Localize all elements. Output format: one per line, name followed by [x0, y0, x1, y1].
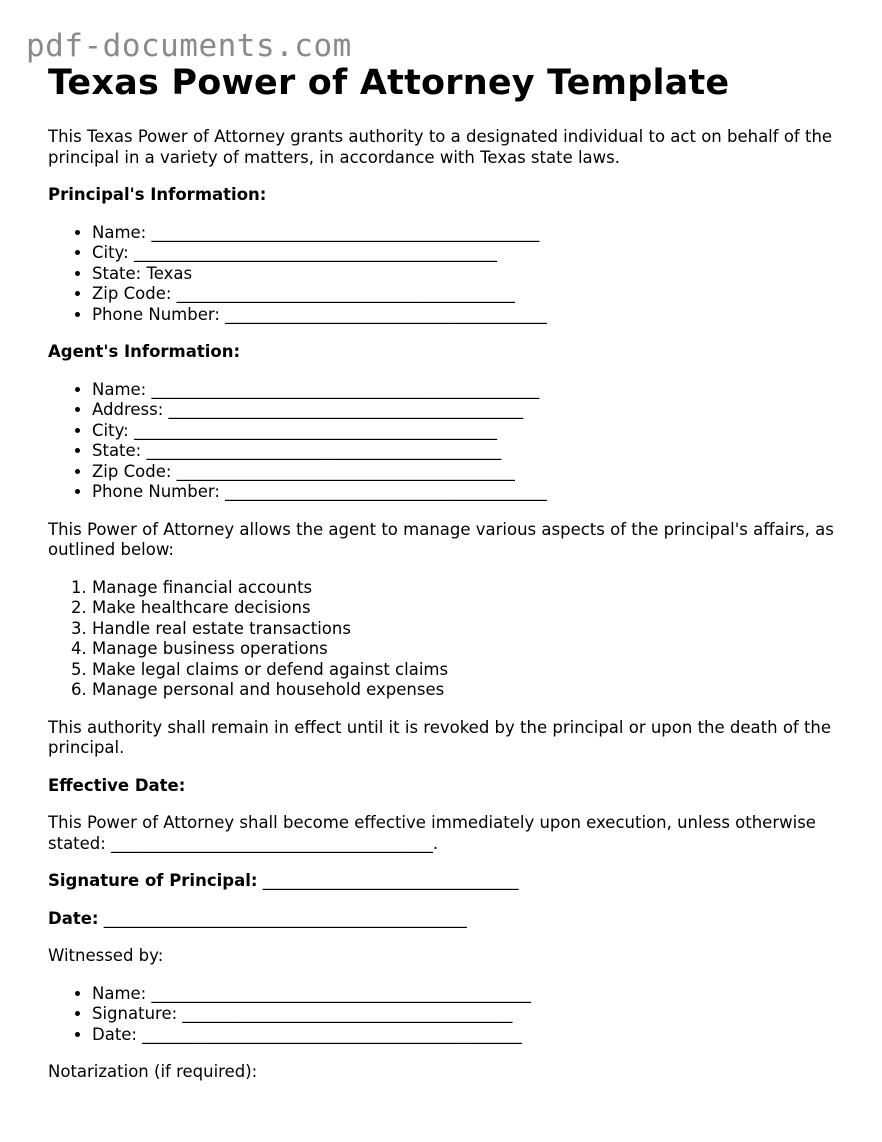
revocation-paragraph: This authority shall remain in effect until it is revoked by the principal or upon the death of the principal.: [48, 717, 832, 757]
principal-phone-field: • Phone Number: _______________________________________: [92, 305, 848, 326]
signature-line: [48, 871, 848, 892]
document-title: Texas Power of Attorney Template: [48, 63, 730, 103]
powers-list: [48, 578, 848, 701]
intro-paragraph: This Texas Power of Attorney grants authority to a designated individual to act on behalf of the principal in a variety of matters, in accordance with Texas state laws.: [48, 127, 833, 167]
witness-name-field: • Name: ______________________________________________: [92, 984, 848, 1005]
notarization-label: Notarization (if required):: [48, 1062, 258, 1081]
power-item: 6. Manage personal and household expenses: [92, 680, 848, 701]
witness-signature-field: • Signature: ________________________________________: [92, 1004, 848, 1025]
power-item: 5. Make legal claims or defend against claims: [92, 660, 848, 681]
witness-date-field: • Date: ______________________________________________: [92, 1025, 848, 1046]
principal-city-field: • City: ____________________________________________: [92, 243, 848, 264]
date-blank: ____________________________________________: [98, 908, 467, 928]
agent-state-field: • State: ___________________________________________: [92, 441, 848, 462]
witness-fields-list: [48, 984, 848, 1046]
principal-heading: Principal's Information:: [48, 185, 267, 204]
agent-address-field: • Address: ___________________________________________: [92, 400, 848, 421]
power-item: 1. Manage financial accounts: [92, 578, 848, 599]
effective-date-heading: Effective Date:: [48, 775, 186, 795]
signature-label: Signature of Principal:: [48, 871, 258, 890]
agent-name-field: • Name: _______________________________________________: [92, 380, 848, 401]
effective-date-paragraph: This Power of Attorney shall become effective immediately upon execution, unless otherwise stated: _______________________________________.: [48, 813, 816, 853]
agent-phone-field: • Phone Number: _______________________________________: [92, 482, 848, 503]
power-item: 2. Make healthcare decisions: [92, 598, 848, 619]
signature-blank: _______________________________: [257, 871, 519, 890]
principal-fields-list: [48, 223, 848, 326]
agent-heading: Agent's Information:: [48, 342, 241, 361]
date-line: [48, 909, 848, 930]
principal-state-field: • State: Texas: [92, 264, 848, 285]
watermark: pdf-documents.com: [26, 28, 352, 64]
agent-zip-field: • Zip Code: _________________________________________: [92, 462, 848, 483]
agent-fields-list: [48, 380, 848, 503]
power-item: 3. Handle real estate transactions: [92, 619, 848, 640]
document-body: [48, 60, 848, 1083]
principal-name-field: • Name: _______________________________________________: [92, 223, 848, 244]
power-item: 4. Manage business operations: [92, 639, 848, 660]
agent-city-field: • City: ____________________________________________: [92, 421, 848, 442]
date-label: Date:: [48, 908, 99, 928]
principal-zip-field: • Zip Code: _________________________________________: [92, 284, 848, 305]
powers-intro-paragraph: This Power of Attorney allows the agent to manage various aspects of the principal's affairs, as outlined below:: [48, 519, 834, 559]
witness-heading: Witnessed by:: [48, 946, 164, 965]
